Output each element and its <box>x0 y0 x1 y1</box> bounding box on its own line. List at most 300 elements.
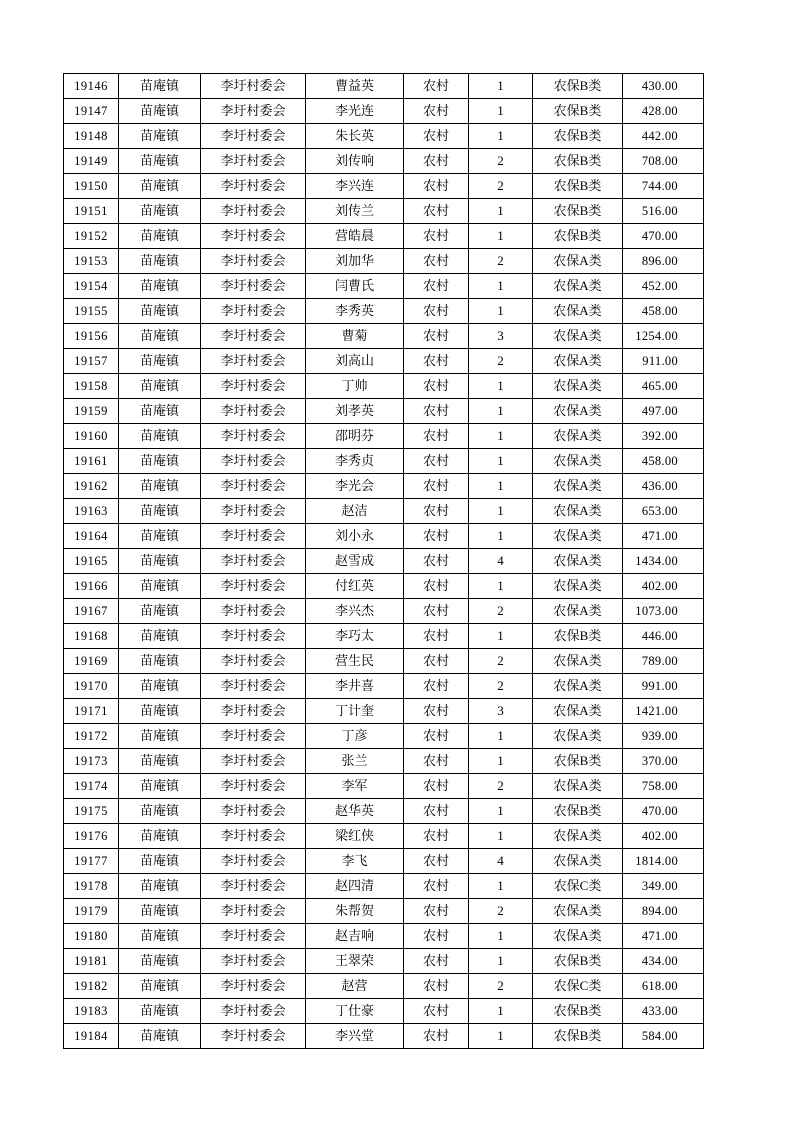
cell-residence: 农村 <box>404 249 469 274</box>
cell-name: 闫曹氏 <box>306 274 404 299</box>
cell-town: 苗庵镇 <box>119 374 201 399</box>
cell-village: 李圩村委会 <box>201 224 306 249</box>
cell-town: 苗庵镇 <box>119 724 201 749</box>
cell-name: 李光会 <box>306 474 404 499</box>
cell-name: 刘加华 <box>306 249 404 274</box>
cell-residence: 农村 <box>404 874 469 899</box>
cell-count: 1 <box>469 124 533 149</box>
cell-name: 丁仕豪 <box>306 999 404 1024</box>
table-row <box>64 224 704 249</box>
cell-name: 朱帮贺 <box>306 899 404 924</box>
cell-name: 曹菊 <box>306 324 404 349</box>
cell-village: 李圩村委会 <box>201 449 306 474</box>
cell-category: 农保B类 <box>533 74 623 99</box>
table-row <box>64 949 704 974</box>
cell-amount: 896.00 <box>623 249 704 274</box>
cell-village: 李圩村委会 <box>201 399 306 424</box>
cell-amount: 428.00 <box>623 99 704 124</box>
table-row <box>64 349 704 374</box>
cell-id: 19172 <box>64 724 119 749</box>
table-row <box>64 574 704 599</box>
cell-amount: 1254.00 <box>623 324 704 349</box>
cell-village: 李圩村委会 <box>201 649 306 674</box>
cell-town: 苗庵镇 <box>119 549 201 574</box>
cell-category: 农保A类 <box>533 849 623 874</box>
cell-village: 李圩村委会 <box>201 424 306 449</box>
cell-amount: 436.00 <box>623 474 704 499</box>
cell-count: 2 <box>469 349 533 374</box>
cell-amount: 744.00 <box>623 174 704 199</box>
cell-town: 苗庵镇 <box>119 974 201 999</box>
cell-category: 农保A类 <box>533 574 623 599</box>
cell-name: 营生民 <box>306 649 404 674</box>
cell-id: 19148 <box>64 124 119 149</box>
cell-name: 李兴杰 <box>306 599 404 624</box>
table-row <box>64 149 704 174</box>
cell-id: 19152 <box>64 224 119 249</box>
cell-category: 农保A类 <box>533 549 623 574</box>
cell-amount: 370.00 <box>623 749 704 774</box>
cell-residence: 农村 <box>404 749 469 774</box>
pension-roster-table <box>63 73 704 1049</box>
cell-name: 王翠荣 <box>306 949 404 974</box>
cell-town: 苗庵镇 <box>119 574 201 599</box>
cell-village: 李圩村委会 <box>201 974 306 999</box>
cell-residence: 农村 <box>404 349 469 374</box>
cell-village: 李圩村委会 <box>201 74 306 99</box>
cell-count: 4 <box>469 549 533 574</box>
cell-amount: 789.00 <box>623 649 704 674</box>
cell-id: 19179 <box>64 899 119 924</box>
cell-name: 刘高山 <box>306 349 404 374</box>
cell-id: 19155 <box>64 299 119 324</box>
cell-amount: 446.00 <box>623 624 704 649</box>
cell-town: 苗庵镇 <box>119 699 201 724</box>
cell-village: 李圩村委会 <box>201 124 306 149</box>
cell-name: 刘传兰 <box>306 199 404 224</box>
cell-id: 19176 <box>64 824 119 849</box>
cell-count: 1 <box>469 99 533 124</box>
cell-town: 苗庵镇 <box>119 749 201 774</box>
cell-town: 苗庵镇 <box>119 674 201 699</box>
table-row <box>64 624 704 649</box>
table-row <box>64 874 704 899</box>
table-row <box>64 699 704 724</box>
cell-category: 农保B类 <box>533 124 623 149</box>
table-row <box>64 774 704 799</box>
cell-count: 1 <box>469 1024 533 1049</box>
table-row <box>64 449 704 474</box>
cell-id: 19184 <box>64 1024 119 1049</box>
cell-amount: 434.00 <box>623 949 704 974</box>
cell-count: 1 <box>469 874 533 899</box>
cell-category: 农保A类 <box>533 899 623 924</box>
cell-town: 苗庵镇 <box>119 249 201 274</box>
table-row <box>64 649 704 674</box>
cell-count: 1 <box>469 449 533 474</box>
cell-residence: 农村 <box>404 949 469 974</box>
cell-village: 李圩村委会 <box>201 599 306 624</box>
cell-id: 19151 <box>64 199 119 224</box>
cell-name: 李兴连 <box>306 174 404 199</box>
cell-amount: 1814.00 <box>623 849 704 874</box>
table-row <box>64 899 704 924</box>
cell-count: 2 <box>469 249 533 274</box>
cell-category: 农保A类 <box>533 374 623 399</box>
cell-town: 苗庵镇 <box>119 449 201 474</box>
cell-name: 营皓晨 <box>306 224 404 249</box>
table-row <box>64 524 704 549</box>
cell-town: 苗庵镇 <box>119 824 201 849</box>
cell-name: 朱长英 <box>306 124 404 149</box>
table-row <box>64 549 704 574</box>
cell-village: 李圩村委会 <box>201 349 306 374</box>
cell-village: 李圩村委会 <box>201 774 306 799</box>
cell-name: 李飞 <box>306 849 404 874</box>
cell-village: 李圩村委会 <box>201 999 306 1024</box>
cell-residence: 农村 <box>404 499 469 524</box>
cell-count: 1 <box>469 799 533 824</box>
cell-count: 1 <box>469 624 533 649</box>
cell-amount: 758.00 <box>623 774 704 799</box>
cell-name: 赵四清 <box>306 874 404 899</box>
cell-town: 苗庵镇 <box>119 299 201 324</box>
cell-name: 张兰 <box>306 749 404 774</box>
cell-residence: 农村 <box>404 974 469 999</box>
cell-residence: 农村 <box>404 824 469 849</box>
cell-count: 1 <box>469 499 533 524</box>
cell-count: 4 <box>469 849 533 874</box>
cell-amount: 1421.00 <box>623 699 704 724</box>
cell-category: 农保A类 <box>533 424 623 449</box>
cell-residence: 农村 <box>404 74 469 99</box>
table-row <box>64 674 704 699</box>
cell-village: 李圩村委会 <box>201 874 306 899</box>
cell-residence: 农村 <box>404 899 469 924</box>
table-row <box>64 374 704 399</box>
cell-amount: 452.00 <box>623 274 704 299</box>
cell-name: 丁彦 <box>306 724 404 749</box>
cell-village: 李圩村委会 <box>201 624 306 649</box>
cell-count: 1 <box>469 274 533 299</box>
cell-count: 2 <box>469 674 533 699</box>
cell-amount: 430.00 <box>623 74 704 99</box>
cell-count: 1 <box>469 199 533 224</box>
cell-village: 李圩村委会 <box>201 474 306 499</box>
cell-town: 苗庵镇 <box>119 774 201 799</box>
cell-id: 19158 <box>64 374 119 399</box>
cell-category: 农保A类 <box>533 599 623 624</box>
cell-id: 19181 <box>64 949 119 974</box>
table-row <box>64 824 704 849</box>
cell-amount: 516.00 <box>623 199 704 224</box>
cell-village: 李圩村委会 <box>201 274 306 299</box>
cell-town: 苗庵镇 <box>119 74 201 99</box>
cell-id: 19150 <box>64 174 119 199</box>
cell-category: 农保A类 <box>533 449 623 474</box>
cell-amount: 470.00 <box>623 799 704 824</box>
cell-amount: 1434.00 <box>623 549 704 574</box>
cell-id: 19167 <box>64 599 119 624</box>
cell-category: 农保A类 <box>533 324 623 349</box>
cell-name: 刘孝英 <box>306 399 404 424</box>
table-row <box>64 274 704 299</box>
cell-name: 丁计奎 <box>306 699 404 724</box>
cell-village: 李圩村委会 <box>201 199 306 224</box>
cell-count: 1 <box>469 999 533 1024</box>
cell-name: 丁帅 <box>306 374 404 399</box>
cell-name: 邵明芬 <box>306 424 404 449</box>
cell-category: 农保B类 <box>533 949 623 974</box>
table-row <box>64 724 704 749</box>
cell-category: 农保A类 <box>533 399 623 424</box>
cell-village: 李圩村委会 <box>201 149 306 174</box>
table-row <box>64 599 704 624</box>
cell-category: 农保A类 <box>533 674 623 699</box>
cell-town: 苗庵镇 <box>119 874 201 899</box>
cell-village: 李圩村委会 <box>201 949 306 974</box>
cell-residence: 农村 <box>404 849 469 874</box>
cell-amount: 894.00 <box>623 899 704 924</box>
table-row <box>64 499 704 524</box>
cell-village: 李圩村委会 <box>201 799 306 824</box>
cell-village: 李圩村委会 <box>201 99 306 124</box>
table-row <box>64 74 704 99</box>
table-row <box>64 799 704 824</box>
cell-count: 2 <box>469 899 533 924</box>
cell-name: 李兴堂 <box>306 1024 404 1049</box>
cell-category: 农保B类 <box>533 799 623 824</box>
cell-village: 李圩村委会 <box>201 499 306 524</box>
cell-id: 19161 <box>64 449 119 474</box>
cell-id: 19173 <box>64 749 119 774</box>
cell-amount: 471.00 <box>623 524 704 549</box>
table-row <box>64 999 704 1024</box>
cell-village: 李圩村委会 <box>201 849 306 874</box>
cell-category: 农保B类 <box>533 224 623 249</box>
cell-residence: 农村 <box>404 299 469 324</box>
cell-count: 1 <box>469 724 533 749</box>
cell-amount: 653.00 <box>623 499 704 524</box>
cell-name: 赵吉响 <box>306 924 404 949</box>
cell-id: 19178 <box>64 874 119 899</box>
cell-amount: 708.00 <box>623 149 704 174</box>
cell-count: 2 <box>469 974 533 999</box>
cell-id: 19153 <box>64 249 119 274</box>
cell-category: 农保A类 <box>533 699 623 724</box>
cell-amount: 458.00 <box>623 299 704 324</box>
cell-name: 刘小永 <box>306 524 404 549</box>
cell-category: 农保A类 <box>533 249 623 274</box>
cell-amount: 911.00 <box>623 349 704 374</box>
cell-residence: 农村 <box>404 274 469 299</box>
cell-count: 1 <box>469 949 533 974</box>
cell-category: 农保A类 <box>533 524 623 549</box>
cell-amount: 349.00 <box>623 874 704 899</box>
cell-town: 苗庵镇 <box>119 99 201 124</box>
cell-town: 苗庵镇 <box>119 124 201 149</box>
cell-count: 1 <box>469 524 533 549</box>
cell-category: 农保A类 <box>533 274 623 299</box>
cell-amount: 584.00 <box>623 1024 704 1049</box>
cell-town: 苗庵镇 <box>119 424 201 449</box>
cell-village: 李圩村委会 <box>201 324 306 349</box>
cell-count: 1 <box>469 224 533 249</box>
cell-id: 19182 <box>64 974 119 999</box>
cell-amount: 392.00 <box>623 424 704 449</box>
cell-residence: 农村 <box>404 724 469 749</box>
cell-name: 梁红侠 <box>306 824 404 849</box>
cell-residence: 农村 <box>404 174 469 199</box>
cell-count: 1 <box>469 574 533 599</box>
cell-count: 2 <box>469 599 533 624</box>
cell-name: 赵雪成 <box>306 549 404 574</box>
cell-town: 苗庵镇 <box>119 399 201 424</box>
cell-residence: 农村 <box>404 799 469 824</box>
cell-village: 李圩村委会 <box>201 824 306 849</box>
cell-category: 农保A类 <box>533 774 623 799</box>
cell-town: 苗庵镇 <box>119 474 201 499</box>
cell-residence: 农村 <box>404 99 469 124</box>
table-row <box>64 849 704 874</box>
cell-village: 李圩村委会 <box>201 899 306 924</box>
cell-town: 苗庵镇 <box>119 624 201 649</box>
table-row <box>64 424 704 449</box>
cell-town: 苗庵镇 <box>119 949 201 974</box>
cell-residence: 农村 <box>404 374 469 399</box>
cell-village: 李圩村委会 <box>201 299 306 324</box>
cell-town: 苗庵镇 <box>119 149 201 174</box>
cell-name: 李光连 <box>306 99 404 124</box>
cell-id: 19164 <box>64 524 119 549</box>
cell-residence: 农村 <box>404 449 469 474</box>
cell-residence: 农村 <box>404 649 469 674</box>
cell-amount: 1073.00 <box>623 599 704 624</box>
cell-residence: 农村 <box>404 1024 469 1049</box>
cell-village: 李圩村委会 <box>201 524 306 549</box>
cell-category: 农保C类 <box>533 974 623 999</box>
table-row <box>64 924 704 949</box>
cell-village: 李圩村委会 <box>201 249 306 274</box>
cell-id: 19180 <box>64 924 119 949</box>
cell-count: 1 <box>469 749 533 774</box>
cell-id: 19154 <box>64 274 119 299</box>
cell-residence: 农村 <box>404 574 469 599</box>
cell-village: 李圩村委会 <box>201 699 306 724</box>
cell-id: 19162 <box>64 474 119 499</box>
cell-village: 李圩村委会 <box>201 574 306 599</box>
cell-id: 19183 <box>64 999 119 1024</box>
cell-village: 李圩村委会 <box>201 374 306 399</box>
cell-town: 苗庵镇 <box>119 499 201 524</box>
cell-id: 19146 <box>64 74 119 99</box>
cell-residence: 农村 <box>404 699 469 724</box>
cell-name: 李秀英 <box>306 299 404 324</box>
cell-town: 苗庵镇 <box>119 1024 201 1049</box>
cell-town: 苗庵镇 <box>119 799 201 824</box>
cell-village: 李圩村委会 <box>201 924 306 949</box>
table-row <box>64 199 704 224</box>
cell-village: 李圩村委会 <box>201 724 306 749</box>
cell-count: 1 <box>469 399 533 424</box>
cell-id: 19169 <box>64 649 119 674</box>
cell-residence: 农村 <box>404 674 469 699</box>
cell-residence: 农村 <box>404 149 469 174</box>
cell-amount: 991.00 <box>623 674 704 699</box>
cell-amount: 939.00 <box>623 724 704 749</box>
cell-town: 苗庵镇 <box>119 924 201 949</box>
cell-village: 李圩村委会 <box>201 674 306 699</box>
cell-id: 19159 <box>64 399 119 424</box>
cell-category: 农保A类 <box>533 924 623 949</box>
cell-count: 3 <box>469 324 533 349</box>
cell-residence: 农村 <box>404 199 469 224</box>
cell-residence: 农村 <box>404 399 469 424</box>
cell-town: 苗庵镇 <box>119 324 201 349</box>
cell-count: 1 <box>469 824 533 849</box>
cell-category: 农保B类 <box>533 999 623 1024</box>
cell-town: 苗庵镇 <box>119 849 201 874</box>
cell-town: 苗庵镇 <box>119 349 201 374</box>
cell-amount: 458.00 <box>623 449 704 474</box>
cell-count: 2 <box>469 174 533 199</box>
table-row <box>64 99 704 124</box>
cell-count: 2 <box>469 649 533 674</box>
table-row <box>64 249 704 274</box>
cell-town: 苗庵镇 <box>119 174 201 199</box>
cell-residence: 农村 <box>404 424 469 449</box>
cell-id: 19160 <box>64 424 119 449</box>
cell-name: 李巧太 <box>306 624 404 649</box>
cell-residence: 农村 <box>404 124 469 149</box>
table-row <box>64 324 704 349</box>
cell-id: 19157 <box>64 349 119 374</box>
cell-residence: 农村 <box>404 924 469 949</box>
cell-town: 苗庵镇 <box>119 199 201 224</box>
cell-category: 农保A类 <box>533 299 623 324</box>
cell-town: 苗庵镇 <box>119 899 201 924</box>
cell-category: 农保B类 <box>533 199 623 224</box>
cell-residence: 农村 <box>404 774 469 799</box>
cell-amount: 442.00 <box>623 124 704 149</box>
cell-amount: 497.00 <box>623 399 704 424</box>
cell-category: 农保B类 <box>533 174 623 199</box>
table-row <box>64 299 704 324</box>
cell-name: 付红英 <box>306 574 404 599</box>
cell-count: 1 <box>469 299 533 324</box>
cell-id: 19165 <box>64 549 119 574</box>
cell-village: 李圩村委会 <box>201 749 306 774</box>
cell-id: 19174 <box>64 774 119 799</box>
cell-category: 农保A类 <box>533 499 623 524</box>
cell-id: 19166 <box>64 574 119 599</box>
table-row <box>64 399 704 424</box>
cell-count: 2 <box>469 774 533 799</box>
cell-category: 农保A类 <box>533 474 623 499</box>
cell-category: 农保B类 <box>533 149 623 174</box>
table-body <box>64 74 704 1049</box>
table-row <box>64 474 704 499</box>
cell-residence: 农村 <box>404 549 469 574</box>
cell-amount: 402.00 <box>623 824 704 849</box>
table-row <box>64 974 704 999</box>
cell-name: 曹益英 <box>306 74 404 99</box>
cell-count: 1 <box>469 374 533 399</box>
cell-name: 赵华英 <box>306 799 404 824</box>
cell-id: 19147 <box>64 99 119 124</box>
cell-village: 李圩村委会 <box>201 549 306 574</box>
cell-count: 1 <box>469 424 533 449</box>
